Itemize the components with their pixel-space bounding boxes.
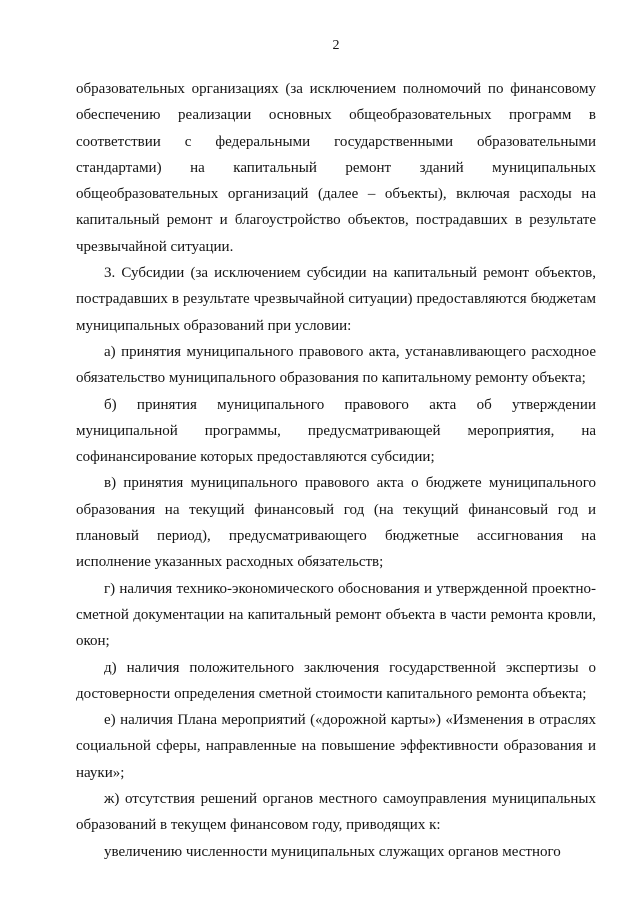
paragraph-item-e: е) наличия Плана мероприятий («дорожной карты») «Изменения в отраслях социальной сферы, направленные на повышение эффективности образования и науки»; [76, 712, 596, 781]
paragraph-item-d: д) наличия положительного заключения государственной экспертизы о достоверности определения сметной стоимости капитального ремонта объекта; [76, 659, 596, 702]
paragraph-item-b: б) принятия муниципального правового акта об утверждении муниципальной программы, предусматривающей мероприятия, на софинансирование которых предоставляются субсидии; [76, 396, 596, 466]
paragraph-item-zh: ж) отсутствия решений органов местного самоуправления муниципальных образований в текущем финансовом году, приводящих к: [76, 791, 596, 834]
paragraph-subitem: увеличению численности муниципальных служащих органов местного [104, 843, 561, 860]
document-page [76, 36, 596, 865]
page-number: 2 [332, 38, 340, 53]
paragraph-item-g: г) наличия технико-экономического обоснования и утвержденной проектно-сметной документации на капитальный ремонт объекта в части ремонта кровли, окон; [76, 580, 596, 650]
paragraph-clause-3: 3. Субсидии (за исключением субсидии на капитальный ремонт объектов, пострадавших в результате чрезвычайной ситуации) предоставляются бюджетам муниципальных образований при условии: [76, 265, 596, 334]
paragraph-item-v: в) принятия муниципального правового акта о бюджете муниципального образования на текущий финансовый год (на текущий финансовый год и плановый период), предусматривающего бюджетные ассигнования на исполнение указанных расходных обязательств; [76, 475, 596, 571]
paragraph-continuation: образовательных организациях (за исключением полномочий по финансовому обеспечению реализации основных общеобразовательных программ в соответствии с федеральными государственными образовательными стандартами) на капитальный ремонт зданий муниципальных общеобразовательных организаций (далее – объекты), включая расходы на капитальный ремонт и благоустройство объектов, пострадавших в результате чрезвычайной ситуации. [76, 81, 596, 255]
paragraph-item-a: а) принятия муниципального правового акта, устанавливающего расходное обязательство муниципального образования по капитальному ремонту объекта; [76, 343, 596, 387]
